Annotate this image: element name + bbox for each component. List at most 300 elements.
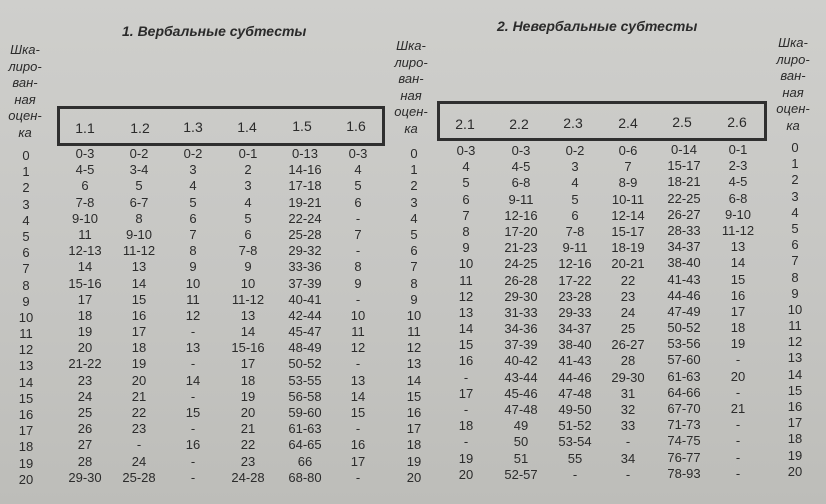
table-cell: 6 <box>791 237 799 253</box>
table-cell: 18-19 <box>611 240 645 256</box>
table-cell: 9-10 <box>125 226 153 242</box>
table-cell: 17 <box>406 421 422 437</box>
table-cell: 20 <box>458 466 474 482</box>
table-cell: 64-65 <box>288 437 322 453</box>
table-cell: 13 <box>131 259 147 275</box>
subtest-column-1-6 <box>333 146 383 486</box>
table-cell: - <box>735 449 741 465</box>
table-cell: 4-5 <box>728 174 748 190</box>
subtest-code: 2.6 <box>727 114 747 130</box>
nonverbal-subtests-title: 2. Невербальные субтесты <box>497 18 698 34</box>
table-cell: 20 <box>77 340 93 356</box>
table-cell: 6-8 <box>511 175 531 191</box>
table-cell: 10 <box>406 307 422 323</box>
subtest-column-2-1 <box>442 143 490 483</box>
table-cell: 22 <box>131 405 147 420</box>
table-cell: 15 <box>18 390 34 406</box>
table-cell: 37-39 <box>504 337 538 353</box>
table-cell: 33 <box>620 418 636 434</box>
table-cell: 2 <box>791 172 799 188</box>
table-cell: 4 <box>410 210 418 226</box>
table-cell: 10 <box>240 275 256 291</box>
table-cell: 5 <box>791 220 799 236</box>
table-cell: - <box>463 402 469 417</box>
table-cell: 11 <box>407 324 421 340</box>
subtest-code: 2.1 <box>455 116 475 132</box>
table-cell: 4-5 <box>75 162 95 178</box>
table-cell: - <box>190 453 196 469</box>
table-cell: 0-1 <box>728 142 748 157</box>
table-cell: 8-9 <box>618 175 638 191</box>
table-cell: 0-6 <box>618 143 638 158</box>
table-cell: 9 <box>354 275 362 291</box>
table-cell: 12-14 <box>611 207 645 223</box>
table-cell: 10 <box>18 309 34 325</box>
table-cell: 5 <box>571 191 579 207</box>
table-cell: 52-57 <box>504 466 538 482</box>
table-cell: 50 <box>513 434 529 450</box>
table-cell: 41-43 <box>558 353 592 369</box>
table-cell: 0-1 <box>238 146 258 161</box>
table-cell: 25 <box>620 321 636 337</box>
table-cell: 40-41 <box>288 291 322 307</box>
table-cell: 12-16 <box>558 256 592 272</box>
table-cell: 9-10 <box>71 210 99 226</box>
table-cell: 49-50 <box>558 402 592 417</box>
table-cell: 17 <box>787 415 803 431</box>
table-cell: 18-21 <box>667 174 701 190</box>
table-cell: 14 <box>787 366 803 382</box>
table-cell: 4 <box>244 194 252 210</box>
table-cell: - <box>190 388 196 404</box>
table-cell: 0-2 <box>565 143 585 158</box>
table-cell: 32 <box>620 402 636 417</box>
table-cell: 18 <box>18 439 34 455</box>
table-cell: 25 <box>77 405 93 420</box>
table-cell: 29-32 <box>288 243 322 259</box>
table-cell: 15 <box>131 291 147 307</box>
table-cell: 7 <box>22 261 30 277</box>
table-cell: 22-24 <box>288 210 322 226</box>
table-cell: 8 <box>410 275 418 291</box>
table-cell: 13 <box>458 304 474 320</box>
table-cell: - <box>355 421 361 437</box>
table-cell: - <box>190 421 196 437</box>
table-cell: 7 <box>410 259 418 275</box>
table-cell: 0 <box>791 140 799 155</box>
scale-score-header-right: Шка- лиро- ван- ная оцен- ка <box>776 35 810 133</box>
table-cell: 14 <box>77 259 93 275</box>
table-cell: 11 <box>19 326 33 342</box>
table-cell: 45-46 <box>504 385 538 401</box>
table-cell: 12 <box>18 342 34 358</box>
table-cell: 4 <box>354 162 362 178</box>
table-cell: 20-21 <box>611 256 645 272</box>
subtest-column-1-5 <box>276 146 334 486</box>
table-cell: 7-8 <box>238 243 258 259</box>
table-cell: 15 <box>185 405 201 420</box>
table-cell: 26-27 <box>667 206 701 222</box>
table-cell: - <box>355 356 361 372</box>
table-cell: 16 <box>787 399 803 414</box>
table-cell: 27 <box>77 437 93 453</box>
table-cell: - <box>735 465 741 481</box>
table-cell: 8 <box>189 243 197 259</box>
table-cell: 40-42 <box>504 353 538 369</box>
table-cell: 61-63 <box>667 368 701 384</box>
table-cell: 5 <box>135 178 143 194</box>
table-cell: 29-30 <box>68 469 102 485</box>
table-cell: - <box>735 352 741 368</box>
table-cell: - <box>735 433 741 449</box>
table-cell: 17 <box>240 356 256 372</box>
table-cell: 20 <box>131 372 147 388</box>
table-cell: 3 <box>22 196 30 212</box>
table-cell: 8 <box>135 210 143 226</box>
table-cell: 6 <box>571 207 579 223</box>
table-cell: 15 <box>350 405 366 420</box>
table-cell: 11-12 <box>122 243 156 259</box>
table-cell: 22-25 <box>667 190 701 206</box>
table-cell: 17 <box>18 423 34 439</box>
table-cell: 15 <box>787 382 803 398</box>
table-cell: 0-3 <box>456 143 476 158</box>
table-cell: 22 <box>620 272 636 288</box>
table-cell: 12 <box>350 340 366 356</box>
table-cell: 12-13 <box>68 243 102 259</box>
subtest-code: 1.1 <box>75 120 95 136</box>
scale-score-column-left <box>12 148 40 488</box>
table-cell: 13 <box>18 358 34 374</box>
table-cell: 3-4 <box>129 162 149 178</box>
table-cell: 29-30 <box>611 369 645 385</box>
table-cell: - <box>136 437 142 453</box>
table-cell: 21 <box>131 388 147 404</box>
table-cell: 10 <box>350 307 366 323</box>
table-cell: 11 <box>186 291 200 307</box>
table-cell: 19 <box>730 336 746 352</box>
table-cell: 38-40 <box>558 337 592 353</box>
table-cell: 15-17 <box>611 223 645 239</box>
table-cell: 15 <box>458 337 474 353</box>
table-cell: 21-22 <box>68 356 102 372</box>
table-cell: 0-13 <box>291 146 319 161</box>
verbal-subtests-title: 1. Вербальные субтесты <box>122 23 307 39</box>
table-cell: 17 <box>77 291 93 307</box>
table-cell: - <box>463 369 469 385</box>
table-cell: 28-33 <box>667 222 701 238</box>
table-cell: 9-10 <box>724 206 752 222</box>
table-cell: 13 <box>240 307 256 323</box>
table-cell: 37-39 <box>288 275 322 291</box>
table-cell: 8 <box>791 269 799 285</box>
table-cell: - <box>625 434 631 450</box>
table-cell: 14 <box>240 324 256 340</box>
subtest-column-2-5 <box>656 142 712 482</box>
table-cell: 53-56 <box>667 336 701 352</box>
table-cell: 5 <box>354 178 362 194</box>
table-cell: 9 <box>410 291 418 307</box>
subtest-code: 2.5 <box>672 114 692 130</box>
table-cell: 4 <box>189 178 197 194</box>
subtest-code: 2.4 <box>618 115 638 131</box>
table-cell: 8 <box>462 223 470 239</box>
table-cell: 23-28 <box>558 288 592 304</box>
table-cell: 47-49 <box>667 303 701 319</box>
table-cell: 10 <box>787 301 803 317</box>
table-cell: 1 <box>791 156 799 172</box>
table-cell: 17-20 <box>504 223 538 239</box>
table-cell: 22 <box>240 437 256 453</box>
table-cell: 16 <box>350 437 366 453</box>
table-cell: 18 <box>730 320 746 336</box>
table-cell: 57-60 <box>667 352 701 368</box>
table-cell: 4 <box>22 212 30 228</box>
table-cell: 4-5 <box>511 159 531 175</box>
table-cell: 55 <box>567 450 583 466</box>
table-cell: 15-16 <box>68 275 102 291</box>
table-cell: 17 <box>131 324 147 340</box>
table-cell: 11 <box>459 272 473 288</box>
table-cell: 47-48 <box>504 402 538 417</box>
table-cell: 8 <box>22 277 30 293</box>
table-cell: 19 <box>240 388 256 404</box>
table-cell: 2 <box>410 178 418 194</box>
table-cell: 17 <box>458 385 474 401</box>
table-cell: 19 <box>787 447 803 463</box>
table-cell: 44-46 <box>558 369 592 385</box>
table-cell: 25-28 <box>122 469 156 485</box>
table-cell: 19 <box>131 356 147 372</box>
table-cell: 21 <box>240 421 256 437</box>
scale-score-header-left: Шка- лиро- ван- ная оцен- ка <box>8 42 42 140</box>
table-cell: 14-16 <box>288 162 322 178</box>
table-cell: 1 <box>410 162 418 178</box>
table-cell: 17-22 <box>558 272 592 288</box>
table-cell: 56-58 <box>288 388 322 404</box>
table-cell: 21 <box>730 401 746 416</box>
table-cell: 48-49 <box>288 340 322 356</box>
table-cell: 9 <box>244 259 252 275</box>
table-cell: 0-2 <box>183 146 203 161</box>
table-cell: 2 <box>244 162 252 178</box>
table-cell: 0-3 <box>511 143 531 158</box>
table-cell: 20 <box>18 471 34 487</box>
table-cell: - <box>463 434 469 450</box>
table-cell: 26 <box>77 421 93 437</box>
table-cell: 3 <box>244 178 252 194</box>
table-cell: 18 <box>77 307 93 323</box>
table-cell: - <box>735 384 741 400</box>
subtest-column-2-6 <box>712 142 764 482</box>
table-cell: 19 <box>18 455 34 471</box>
table-cell: 71-73 <box>667 417 701 433</box>
subtest-code: 1.4 <box>237 119 257 135</box>
table-cell: 5 <box>462 175 470 191</box>
table-cell: 13 <box>787 350 803 366</box>
table-cell: 16 <box>406 405 422 420</box>
table-cell: 47-48 <box>558 385 592 401</box>
table-cell: 19 <box>458 450 474 466</box>
table-cell: 61-63 <box>288 421 322 437</box>
table-cell: 9 <box>462 240 470 256</box>
subtest-code: 1.2 <box>130 120 150 136</box>
table-cell: 34-37 <box>558 321 592 337</box>
table-cell: 3 <box>791 188 799 204</box>
table-cell: 33-36 <box>288 259 322 275</box>
table-cell: 16 <box>185 437 201 453</box>
table-cell: 66 <box>297 453 313 469</box>
table-cell: 14 <box>730 255 746 271</box>
table-cell: 50-52 <box>667 320 701 336</box>
table-cell: 2-3 <box>728 158 748 174</box>
table-cell: 11 <box>788 318 802 334</box>
table-cell: 45-47 <box>288 324 322 340</box>
table-cell: 15-16 <box>231 340 265 356</box>
table-cell: 23 <box>620 288 636 304</box>
table-cell: 9 <box>791 285 799 301</box>
subtest-column-1-4 <box>222 146 274 486</box>
table-cell: 10 <box>185 275 201 291</box>
table-cell: 28 <box>620 353 636 369</box>
subtest-column-1-3 <box>168 146 218 486</box>
subtest-column-1-1 <box>60 146 110 486</box>
table-cell: 6 <box>81 178 89 194</box>
table-cell: 15 <box>406 388 422 404</box>
table-cell: 0-2 <box>129 146 149 161</box>
table-cell: 42-44 <box>288 307 322 323</box>
table-cell: 21-23 <box>504 240 538 256</box>
table-cell: 26-27 <box>611 337 645 353</box>
table-cell: 53-55 <box>288 372 322 388</box>
scale-score-column-right <box>780 140 810 480</box>
table-cell: 11 <box>351 324 365 340</box>
table-cell: 18 <box>406 437 422 453</box>
table-cell: 7 <box>624 159 632 175</box>
table-cell: 6 <box>244 226 252 242</box>
table-cell: 24-25 <box>504 256 538 272</box>
table-cell: - <box>572 466 578 482</box>
subtest-column-2-3 <box>549 143 601 483</box>
table-cell: 19 <box>406 453 422 469</box>
table-cell: 67-70 <box>667 401 701 416</box>
table-cell: - <box>190 469 196 485</box>
table-cell: 23 <box>240 453 256 469</box>
table-cell: 1 <box>22 164 30 180</box>
table-cell: 6-7 <box>129 194 149 210</box>
subtest-code: 1.5 <box>292 118 312 134</box>
table-cell: 49 <box>513 418 529 434</box>
table-cell: 24-28 <box>231 469 265 485</box>
table-cell: 5 <box>189 194 197 210</box>
table-cell: 17 <box>730 303 746 319</box>
table-cell: 3 <box>410 194 418 210</box>
table-cell: 18 <box>131 340 147 356</box>
table-cell: 16 <box>18 407 34 422</box>
table-cell: 76-77 <box>667 449 701 465</box>
table-cell: 51 <box>513 450 529 466</box>
table-cell: 3 <box>189 162 197 178</box>
table-cell: 3 <box>571 159 579 175</box>
table-cell: 0 <box>22 148 30 163</box>
table-cell: 14 <box>131 275 147 291</box>
table-cell: 14 <box>406 372 422 388</box>
table-cell: 34 <box>620 450 636 466</box>
table-cell: 7 <box>354 226 362 242</box>
table-cell: 12 <box>406 340 422 356</box>
table-cell: 15-17 <box>667 158 701 174</box>
table-cell: 14 <box>458 321 474 337</box>
subtest-column-1-2 <box>114 146 164 486</box>
table-cell: 44-46 <box>667 287 701 303</box>
table-cell: 25-28 <box>288 226 322 242</box>
table-cell: 24 <box>620 304 636 320</box>
table-cell: 68-80 <box>288 469 322 485</box>
table-cell: 28 <box>77 453 93 469</box>
table-cell: 6 <box>22 245 30 261</box>
table-cell: 16 <box>730 287 746 303</box>
table-cell: 26-28 <box>504 272 538 288</box>
table-cell: 0-3 <box>75 146 95 161</box>
scale-score-column-middle <box>398 146 430 486</box>
table-cell: 24 <box>77 388 93 404</box>
table-cell: 23 <box>77 372 93 388</box>
table-cell: - <box>355 210 361 226</box>
table-cell: 74-75 <box>667 433 701 449</box>
table-cell: 14 <box>18 374 34 390</box>
table-cell: - <box>735 417 741 433</box>
table-cell: 6 <box>189 210 197 226</box>
table-cell: - <box>625 466 631 482</box>
subtest-column-2-4 <box>602 143 654 483</box>
table-cell: 13 <box>350 372 366 388</box>
table-cell: 5 <box>244 210 252 226</box>
table-cell: 2 <box>22 180 30 196</box>
table-cell: 51-52 <box>558 418 592 434</box>
table-cell: 64-66 <box>667 384 701 400</box>
table-cell: 29-30 <box>504 288 538 304</box>
table-cell: 13 <box>185 340 201 356</box>
table-cell: 7 <box>791 253 799 269</box>
table-cell: 13 <box>406 356 422 372</box>
table-cell: 43-44 <box>504 369 538 385</box>
table-cell: 12 <box>787 334 803 350</box>
table-cell: 9-11 <box>562 240 588 256</box>
table-cell: - <box>355 469 361 485</box>
table-cell: 11-12 <box>231 291 265 307</box>
table-cell: 17 <box>350 453 366 469</box>
table-cell: 0-3 <box>348 146 368 161</box>
table-cell: 24 <box>131 453 147 469</box>
table-cell: 9 <box>22 293 30 309</box>
table-cell: 4 <box>791 204 799 220</box>
table-cell: 31 <box>620 385 636 401</box>
table-cell: 29-33 <box>558 304 592 320</box>
table-cell: 17-18 <box>288 178 322 194</box>
table-cell: 9 <box>189 259 197 275</box>
table-cell: 53-54 <box>558 434 592 450</box>
table-cell: 12 <box>185 307 201 323</box>
table-cell: - <box>355 291 361 307</box>
table-cell: 12 <box>458 288 474 304</box>
table-cell: 11 <box>78 226 92 242</box>
table-cell: 41-43 <box>667 271 701 287</box>
table-cell: - <box>190 356 196 372</box>
table-cell: 12-16 <box>504 207 538 223</box>
table-cell: 0-14 <box>670 142 698 157</box>
table-cell: 4 <box>462 159 470 175</box>
table-cell: 9-11 <box>508 191 534 207</box>
